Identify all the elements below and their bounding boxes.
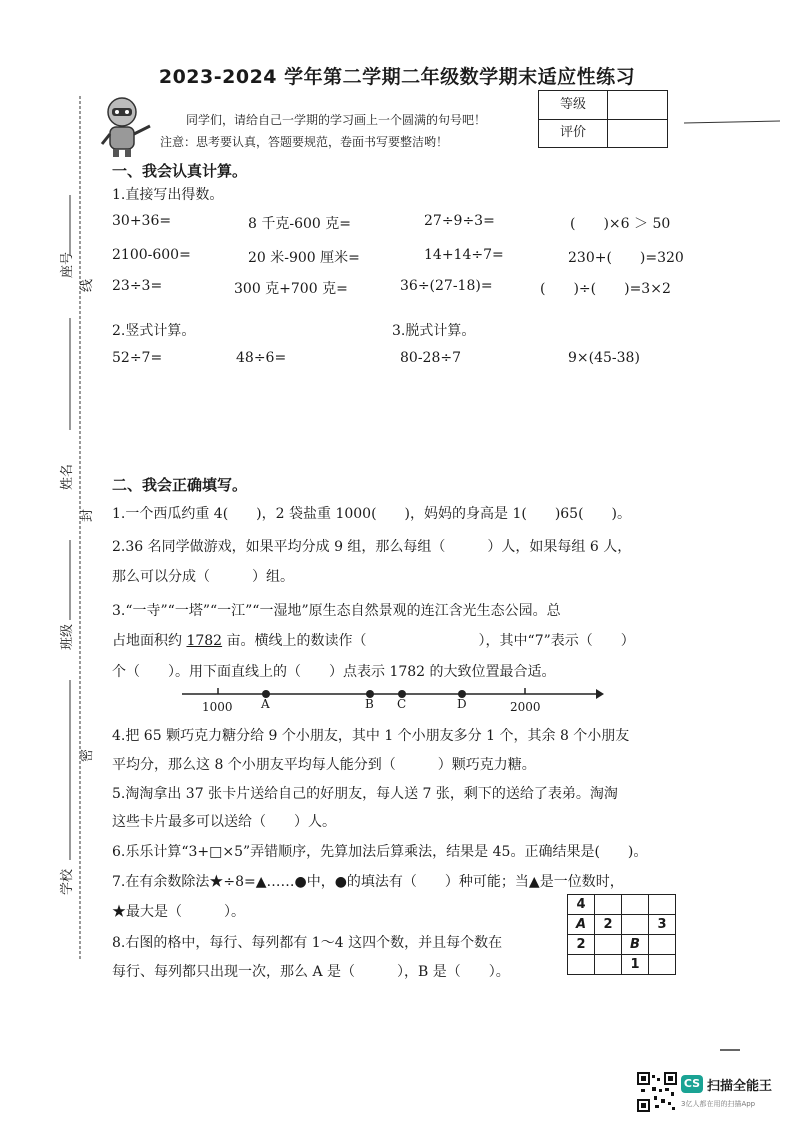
class-label: 班级 bbox=[60, 623, 75, 650]
grid-cell bbox=[595, 935, 622, 955]
section1-heading: 一、我会认真计算。 bbox=[112, 162, 248, 180]
calc-item: 300 克+700 克= bbox=[234, 281, 348, 297]
camscanner-logo-icon: CS bbox=[681, 1075, 703, 1093]
school-label: 学校 bbox=[60, 868, 75, 895]
fill-question-3-cont2: 个（ ）。用下面直线上的（ ）点表示 1782 的大致位置最合适。 bbox=[112, 664, 556, 680]
grid-cell bbox=[649, 935, 676, 955]
binding-line-label: 线 bbox=[80, 278, 95, 292]
point-label-d: D bbox=[457, 697, 467, 711]
fill-question-5: 5.淘淘拿出 37 张卡片送给自己的好朋友，每人送 7 张，剩下的送给了表弟。淘淘 bbox=[112, 786, 618, 802]
qr-code-icon[interactable] bbox=[637, 1072, 677, 1112]
intro-line: 同学们，请给自己一学期的学习画上一个圆满的句号吧！ bbox=[186, 113, 487, 127]
sub-question-vertical: 2.竖式计算。 bbox=[112, 323, 196, 339]
fill-question-4-cont: 平均分，那么这 8 个小朋友平均每人能分到（ ）颗巧克力糖。 bbox=[112, 757, 536, 773]
grade-box bbox=[538, 90, 668, 148]
fill-question-6: 6.乐乐计算“3+□×5”弄错顺序，先算加法后算乘法，结果是 45。正确结果是( )。 bbox=[112, 844, 648, 860]
grid-cell bbox=[649, 895, 676, 915]
point-label-a: A bbox=[261, 697, 270, 711]
calc-item: 36÷(27-18)= bbox=[400, 278, 493, 294]
calc-item: 20 米-900 厘米= bbox=[248, 250, 360, 266]
grid-cell: 4 bbox=[568, 895, 595, 915]
calc-item: 8 千克-600 克= bbox=[248, 216, 351, 232]
notice-line: 注意：思考要认真，答题要规范，卷面书写要整洁哟！ bbox=[160, 135, 449, 149]
seat-label: 座号 bbox=[60, 251, 75, 278]
grid-cell: A bbox=[568, 915, 595, 935]
vertical-calc-item: 48÷6= bbox=[236, 350, 287, 366]
fill-question-2: 2.36 名同学做游戏，如果平均分成 9 组，那么每组（ ）人，如果每组 6 人， bbox=[112, 539, 632, 555]
grid-cell: B bbox=[622, 935, 649, 955]
sub-question-direct: 1.直接写出得数。 bbox=[112, 187, 224, 203]
section2-heading: 二、我会正确填写。 bbox=[112, 476, 248, 494]
number-line-start: 1000 bbox=[202, 700, 233, 714]
calc-item: 23÷3= bbox=[112, 278, 163, 294]
calc-item: 2100-600= bbox=[112, 247, 191, 263]
page-title: 2023-2024 学年第二学期二年级数学期末适应性练习 bbox=[158, 66, 636, 88]
calc-item: 27÷9÷3= bbox=[424, 213, 495, 229]
grid-cell: 2 bbox=[568, 935, 595, 955]
fill-question-8-cont: 每行、每列都只出现一次，那么 A 是（ ），B 是（ ）。 bbox=[112, 964, 510, 980]
scanner-app-name: 扫描全能王 bbox=[707, 1079, 773, 1094]
fill-question-1: 1.一个西瓜约重 4( )，2 袋盐重 1000( )，妈妈的身高是 1( )65( )。 bbox=[112, 506, 632, 522]
stepwise-calc-item: 9×(45-38) bbox=[568, 350, 640, 366]
calc-item: ( )×6 ＞ 50 bbox=[570, 216, 671, 232]
fill-question-7: 7.在有余数除法★÷8=▲……●中，●的填法有（ ）种可能；当▲是一位数时， bbox=[112, 874, 624, 890]
point-label-b: B bbox=[365, 697, 374, 711]
grid-cell bbox=[622, 895, 649, 915]
calc-item: 30+36= bbox=[112, 213, 172, 229]
grid-cell bbox=[595, 955, 622, 975]
scanner-app-tagline: 3亿人都在用的扫描App bbox=[681, 1100, 756, 1108]
robot-mascot-icon bbox=[98, 94, 156, 158]
fill-question-7-cont: ★最大是（ ）。 bbox=[112, 904, 245, 920]
latin-square-grid bbox=[567, 894, 676, 975]
fill-question-8: 8.右图的格中，每行、每列都有 1～4 这四个数，并且每个数在 bbox=[112, 935, 503, 951]
calc-item: 230+( )=320 bbox=[568, 250, 684, 266]
calc-item: 14+14÷7= bbox=[424, 247, 504, 263]
point-label-c: C bbox=[397, 697, 407, 711]
grid-cell: 3 bbox=[649, 915, 676, 935]
sub-question-stepwise: 3.脱式计算。 bbox=[392, 323, 476, 339]
grid-cell: 1 bbox=[622, 955, 649, 975]
binding-seal-label: 封 bbox=[80, 508, 95, 522]
grid-cell: 2 bbox=[595, 915, 622, 935]
stepwise-calc-item: 80-28÷7 bbox=[400, 350, 461, 366]
grid-cell bbox=[649, 955, 676, 975]
grid-cell bbox=[595, 895, 622, 915]
name-label: 姓名 bbox=[60, 463, 75, 490]
grid-cell bbox=[622, 915, 649, 935]
fill-question-3-cont: 占地面积约 1782 亩。横线上的数读作（ ），其中“7”表示（ ） bbox=[112, 633, 635, 649]
fill-question-4: 4.把 65 颗巧克力糖分给 9 个小朋友，其中 1 个小朋友多分 1 个，其余 8 个小朋友 bbox=[112, 728, 630, 744]
fill-question-5-cont: 这些卡片最多可以送给（ ）人。 bbox=[112, 814, 336, 830]
calc-item: ( )÷( )=3×2 bbox=[540, 281, 671, 297]
binding-dense-label: 密 bbox=[80, 748, 95, 762]
vertical-calc-item: 52÷7= bbox=[112, 350, 163, 366]
fill-question-2-cont: 那么可以分成（ ）组。 bbox=[112, 569, 294, 585]
number-line-end: 2000 bbox=[510, 700, 541, 714]
evaluation-label: 评价 bbox=[539, 119, 608, 147]
grid-cell bbox=[568, 955, 595, 975]
fill-question-3: 3.“一寺”“一塔”“一江”“一湿地”原生态自然景观的连江含光生态公园。总 bbox=[112, 603, 561, 619]
grade-label: 等级 bbox=[539, 91, 608, 120]
